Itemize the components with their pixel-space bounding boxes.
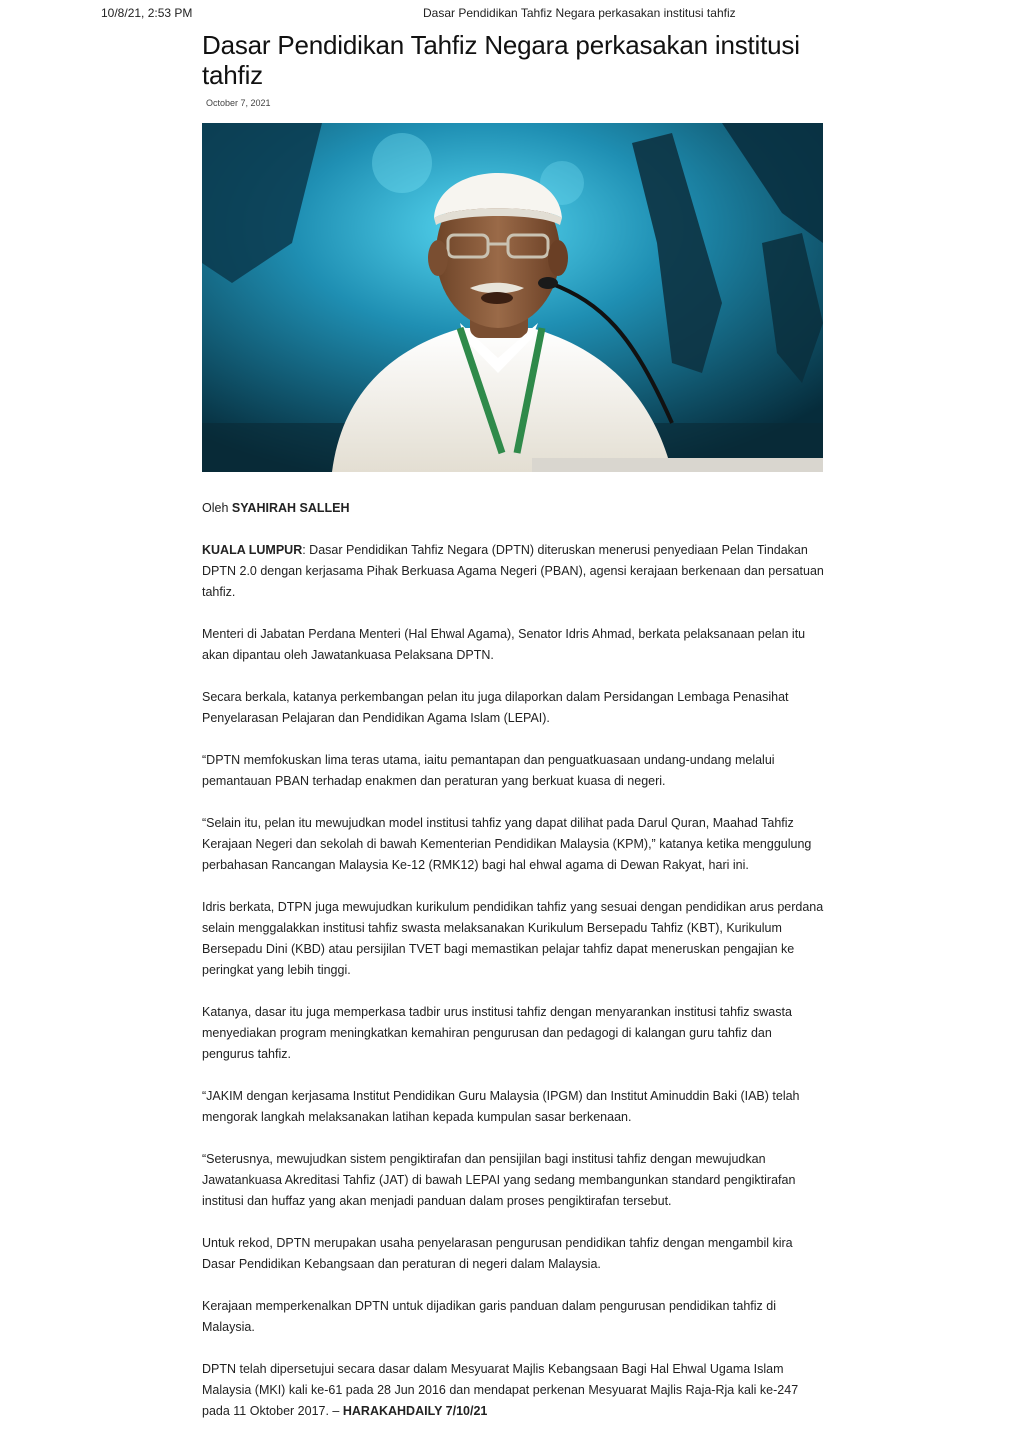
paragraph-2: Menteri di Jabatan Perdana Menteri (Hal Ehwal Agama), Senator Idris Ahmad, berkata pelaksanaan pelan itu akan dipantau oleh Jawatankuasa Pelaksana DPTN. <box>202 627 806 662</box>
paragraph-5: “Selain itu, pelan itu mewujudkan model institusi tahfiz yang dapat dilihat pada Darul Quran, Maahad Tahfiz Kerajaan Negeri dan sekolah di bawah Kementerian Pendidikan Malaysia (KPM),” katanya ketika menggulung perbahasan Rancangan Malaysia Ke-12 (RMK12) bagi hal ehwal agama di Dewan Rakyat, hari ini. <box>202 816 812 872</box>
paragraph-12 <box>202 1359 824 1422</box>
paragraph-8: “JAKIM dengan kerjasama Institut Pendidikan Guru Malaysia (IPGM) dan Institut Aminuddin Baki (IAB) telah mengorak langkah melaksanakan latihan kepada kumpulan sasar berkenaan. <box>202 1089 800 1124</box>
byline <box>202 498 824 519</box>
article-body <box>202 498 824 1443</box>
paragraph-1 <box>202 540 824 603</box>
dateline-place: KUALA LUMPUR <box>202 543 303 557</box>
hero-photo <box>202 123 823 472</box>
paragraph-1-text: : Dasar Pendidikan Tahfiz Negara (DPTN) diteruskan menerusi penyediaan Pelan Tindakan DPTN 2.0 dengan kerjasama Pihak Berkuasa Agama Negeri (PBAN), agensi kerajaan berkenaan dan persatuan tahfiz. <box>202 543 824 599</box>
paragraph-10: Untuk rekod, DPTN merupakan usaha penyelarasan pengurusan pendidikan tahfiz dengan mengambil kira Dasar Pendidikan Kebangsaan dan peraturan di negeri dalam Malaysia. <box>202 1236 793 1271</box>
paragraph-12-text: DPTN telah dipersetujui secara dasar dalam Mesyuarat Majlis Kebangsaan Bagi Hal Ehwal Ugama Islam Malaysia (MKI) kali ke-61 pada 28 Jun 2016 dan mendapat perkenan Mesyuarat Majlis Raja-Rja kali ke-247 pada 11 Oktober 2017. – <box>202 1362 799 1418</box>
print-header <box>0 6 1024 22</box>
article-headline: Dasar Pendidikan Tahfiz Negara perkasakan institusi tahfiz <box>202 30 800 90</box>
paragraph-9: “Seterusnya, mewujudkan sistem pengiktirafan dan pensijilan bagi institusi tahfiz dengan mewujudkan Jawatankuasa Akreditasi Tahfiz (JAT) di bawah LEPAI yang sedang membangunkan standard pengiktirafan institusi dan huffaz yang akan menjadi panduan dalam proses pengiktirafan tersebut. <box>202 1152 796 1208</box>
article-date: October 7, 2021 <box>206 98 271 108</box>
print-datetime: 10/8/21, 2:53 PM <box>101 6 193 20</box>
paragraph-4: “DPTN memfokuskan lima teras utama, iaitu pemantapan dan penguatkuasaan undang-undang melalui pemantauan PBAN terhadap enakmen dan peraturan yang berkuat kuasa di negeri. <box>202 753 775 788</box>
byline-author: SYAHIRAH SALLEH <box>231 501 350 515</box>
article-header <box>202 30 824 472</box>
speaker-photo-illustration <box>202 123 823 472</box>
paragraph-11: Kerajaan memperkenalkan DPTN untuk dijadikan garis panduan dalam pengurusan pendidikan tahfiz di Malaysia. <box>202 1299 776 1334</box>
paragraph-3: Secara berkala, katanya perkembangan pelan itu juga dilaporkan dalam Persidangan Lembaga Penasihat Penyelarasan Pelajaran dan Pendidikan Agama Islam (LEPAI). <box>202 690 789 725</box>
paragraph-6: Idris berkata, DTPN juga mewujudkan kurikulum pendidikan tahfiz yang sesuai dengan pendidikan arus perdana selain menggalakkan institusi tahfiz swasta melaksanakan Kurikulum Bersepadu Tahfiz (KBT), Kurikulum Bersepadu Dini (KBD) atau persijilan TVET bagi memastikan pelajar tahfiz dapat meneruskan pengajian ke peringkat yang lebih tinggi. <box>202 900 824 977</box>
byline-prefix: Oleh <box>202 501 232 515</box>
print-page-title: Dasar Pendidikan Tahfiz Negara perkasakan institusi tahfiz <box>423 6 736 20</box>
signoff: HARAKAHDAILY 7/10/21 <box>342 1404 488 1418</box>
paragraph-7: Katanya, dasar itu juga memperkasa tadbir urus institusi tahfiz dengan menyarankan institusi tahfiz swasta menyediakan program meningkatkan kemahiran pengurusan dan pedagogi di kalangan guru tahfiz dan pengurus tahfiz. <box>202 1005 792 1061</box>
